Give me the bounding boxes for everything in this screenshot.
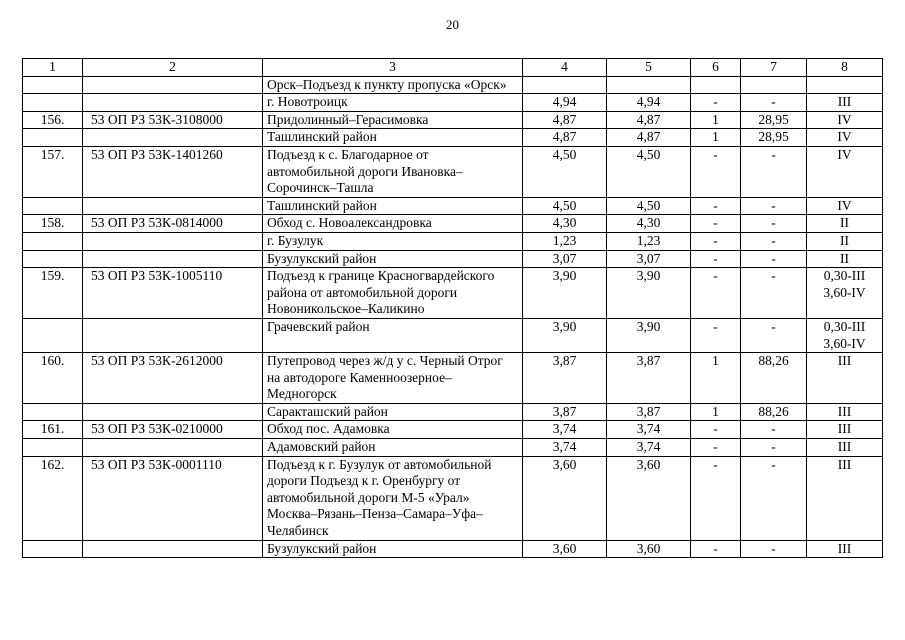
bridge-count-cell [691, 76, 741, 94]
bridge-count-cell: 1 [691, 353, 741, 404]
road-id-cell [83, 540, 263, 558]
length-paved-cell: 4,30 [607, 215, 691, 233]
bridge-length-cell [741, 76, 807, 94]
length-total-cell: 4,87 [523, 111, 607, 129]
road-id-cell [83, 232, 263, 250]
bridge-count-cell: - [691, 250, 741, 268]
road-name-cell: Бузулукский район [263, 250, 523, 268]
length-paved-cell: 4,87 [607, 111, 691, 129]
road-category-cell: III [807, 540, 883, 558]
road-id-cell [83, 197, 263, 215]
bridge-length-cell: - [741, 232, 807, 250]
length-paved-cell: 4,50 [607, 197, 691, 215]
road-name-cell: Подъезд к г. Бузулук от автомобильной дороги Подъезд к г. Оренбургу от автомобильной дороги М-5 «Урал» Москва–Рязань–Пенза–Самара–Уфа–Челябинск [263, 456, 523, 540]
bridge-length-cell: - [741, 268, 807, 319]
length-paved-cell: 3,87 [607, 403, 691, 421]
bridge-length-cell: 28,95 [741, 111, 807, 129]
road-name-cell: Подъезд к границе Красногвардейского района от автомобильной дороги Новоникольское–Каликино [263, 268, 523, 319]
length-total-cell: 3,74 [523, 421, 607, 439]
length-total-cell: 3,87 [523, 353, 607, 404]
row-number-cell: 161. [23, 421, 83, 439]
column-header: 4 [523, 59, 607, 77]
row-number-cell [23, 197, 83, 215]
bridge-count-cell: - [691, 540, 741, 558]
length-paved-cell: 3,74 [607, 439, 691, 457]
table-row [23, 318, 883, 352]
road-id-cell [83, 250, 263, 268]
road-id-cell: 53 ОП РЗ 53К-1401260 [83, 146, 263, 197]
road-category-cell: III [807, 94, 883, 112]
length-paved-cell: 3,74 [607, 421, 691, 439]
road-id-cell: 53 ОП РЗ 53К-2612000 [83, 353, 263, 404]
bridge-count-cell: - [691, 215, 741, 233]
length-paved-cell: 3,87 [607, 353, 691, 404]
length-total-cell: 1,23 [523, 232, 607, 250]
bridge-count-cell: - [691, 232, 741, 250]
road-name-cell: Обход пос. Адамовка [263, 421, 523, 439]
length-total-cell: 4,30 [523, 215, 607, 233]
table-row [23, 540, 883, 558]
bridge-length-cell: - [741, 250, 807, 268]
length-total-cell: 3,74 [523, 439, 607, 457]
road-name-cell: Ташлинский район [263, 197, 523, 215]
road-category-cell: II [807, 215, 883, 233]
road-name-cell: Обход с. Новоалександровка [263, 215, 523, 233]
length-total-cell: 4,50 [523, 197, 607, 215]
length-total-cell: 4,87 [523, 129, 607, 147]
bridge-length-cell: - [741, 421, 807, 439]
road-id-cell [83, 129, 263, 147]
length-paved-cell: 3,60 [607, 540, 691, 558]
bridge-length-cell: - [741, 439, 807, 457]
row-number-cell [23, 94, 83, 112]
page-number: 20 [446, 17, 459, 32]
road-category-cell: II [807, 250, 883, 268]
table-row [23, 94, 883, 112]
row-number-cell [23, 540, 83, 558]
row-number-cell [23, 403, 83, 421]
road-category-cell: III [807, 353, 883, 404]
header-row [23, 59, 883, 77]
column-header: 2 [83, 59, 263, 77]
road-id-cell: 53 ОП РЗ 53К-0001110 [83, 456, 263, 540]
table-row [23, 250, 883, 268]
bridge-count-cell: - [691, 318, 741, 352]
length-total-cell: 3,87 [523, 403, 607, 421]
road-name-cell: г. Новотроицк [263, 94, 523, 112]
table-row [23, 129, 883, 147]
length-total-cell: 3,90 [523, 318, 607, 352]
bridge-length-cell: 88,26 [741, 353, 807, 404]
road-name-cell: Придолинный–Герасимовка [263, 111, 523, 129]
length-total-cell: 4,94 [523, 94, 607, 112]
length-paved-cell: 4,94 [607, 94, 691, 112]
road-category-cell: IV [807, 129, 883, 147]
road-category-cell: IV [807, 146, 883, 197]
bridge-length-cell: - [741, 456, 807, 540]
bridge-count-cell: - [691, 146, 741, 197]
row-number-cell: 162. [23, 456, 83, 540]
road-category-cell: III [807, 439, 883, 457]
road-category-cell: IV [807, 111, 883, 129]
bridge-length-cell: - [741, 318, 807, 352]
road-name-cell: Бузулукский район [263, 540, 523, 558]
road-id-cell [83, 94, 263, 112]
length-paved-cell: 3,07 [607, 250, 691, 268]
length-paved-cell: 3,90 [607, 268, 691, 319]
bridge-count-cell: - [691, 197, 741, 215]
bridge-count-cell: 1 [691, 403, 741, 421]
road-name-cell: Ташлинский район [263, 129, 523, 147]
road-id-cell: 53 ОП РЗ 53К-0210000 [83, 421, 263, 439]
table-row [23, 421, 883, 439]
road-name-cell: Адамовский район [263, 439, 523, 457]
column-header: 8 [807, 59, 883, 77]
road-table [22, 58, 883, 558]
length-total-cell: 3,60 [523, 456, 607, 540]
row-number-cell: 157. [23, 146, 83, 197]
road-id-cell: 53 ОП РЗ 53К-0814000 [83, 215, 263, 233]
road-category-cell: IV [807, 197, 883, 215]
row-number-cell: 160. [23, 353, 83, 404]
road-category-cell: II [807, 232, 883, 250]
road-category-cell: 0,30-III 3,60-IV [807, 318, 883, 352]
bridge-count-cell: 1 [691, 129, 741, 147]
table-row [23, 146, 883, 197]
column-header: 3 [263, 59, 523, 77]
row-number-cell [23, 250, 83, 268]
bridge-length-cell: - [741, 94, 807, 112]
length-paved-cell: 3,90 [607, 318, 691, 352]
length-total-cell: 3,60 [523, 540, 607, 558]
row-number-cell [23, 439, 83, 457]
length-paved-cell [607, 76, 691, 94]
row-number-cell [23, 318, 83, 352]
bridge-count-cell: 1 [691, 111, 741, 129]
bridge-length-cell: - [741, 146, 807, 197]
row-number-cell [23, 232, 83, 250]
road-name-cell: Подъезд к с. Благодарное от автомобильной дороги Ивановка–Сорочинск–Ташла [263, 146, 523, 197]
bridge-length-cell: 28,95 [741, 129, 807, 147]
table-row [23, 111, 883, 129]
length-total-cell [523, 76, 607, 94]
bridge-length-cell: - [741, 215, 807, 233]
bridge-count-cell: - [691, 268, 741, 319]
road-id-cell [83, 439, 263, 457]
bridge-count-cell: - [691, 456, 741, 540]
row-number-cell [23, 129, 83, 147]
row-number-cell [23, 76, 83, 94]
road-category-cell: 0,30-III 3,60-IV [807, 268, 883, 319]
row-number-cell: 159. [23, 268, 83, 319]
bridge-length-cell: - [741, 540, 807, 558]
road-id-cell [83, 318, 263, 352]
table-row [23, 76, 883, 94]
length-paved-cell: 4,50 [607, 146, 691, 197]
bridge-length-cell: 88,26 [741, 403, 807, 421]
table-row [23, 403, 883, 421]
road-name-cell: г. Бузулук [263, 232, 523, 250]
bridge-count-cell: - [691, 94, 741, 112]
road-category-cell [807, 76, 883, 94]
length-total-cell: 3,07 [523, 250, 607, 268]
column-header: 6 [691, 59, 741, 77]
road-id-cell [83, 403, 263, 421]
table-row [23, 268, 883, 319]
row-number-cell: 158. [23, 215, 83, 233]
column-header: 1 [23, 59, 83, 77]
road-name-cell: Путепровод через ж/д у с. Черный Отрог на автодороге Каменноозерное–Медногорск [263, 353, 523, 404]
table-row [23, 456, 883, 540]
row-number-cell: 156. [23, 111, 83, 129]
table-row [23, 439, 883, 457]
column-header: 5 [607, 59, 691, 77]
bridge-count-cell: - [691, 439, 741, 457]
road-id-cell: 53 ОП РЗ 53К-1005110 [83, 268, 263, 319]
bridge-length-cell: - [741, 197, 807, 215]
road-id-cell [83, 76, 263, 94]
length-total-cell: 3,90 [523, 268, 607, 319]
road-category-cell: III [807, 421, 883, 439]
length-paved-cell: 1,23 [607, 232, 691, 250]
road-name-cell: Саракташский район [263, 403, 523, 421]
road-id-cell: 53 ОП РЗ 53К-3108000 [83, 111, 263, 129]
table-row [23, 215, 883, 233]
road-category-cell: III [807, 403, 883, 421]
table-row [23, 353, 883, 404]
length-total-cell: 4,50 [523, 146, 607, 197]
table-row [23, 197, 883, 215]
table-body [23, 76, 883, 558]
column-header: 7 [741, 59, 807, 77]
road-category-cell: III [807, 456, 883, 540]
bridge-count-cell: - [691, 421, 741, 439]
road-name-cell: Орск–Подъезд к пункту пропуска «Орск» [263, 76, 523, 94]
road-name-cell: Грачевский район [263, 318, 523, 352]
table-row [23, 232, 883, 250]
length-paved-cell: 3,60 [607, 456, 691, 540]
length-paved-cell: 4,87 [607, 129, 691, 147]
